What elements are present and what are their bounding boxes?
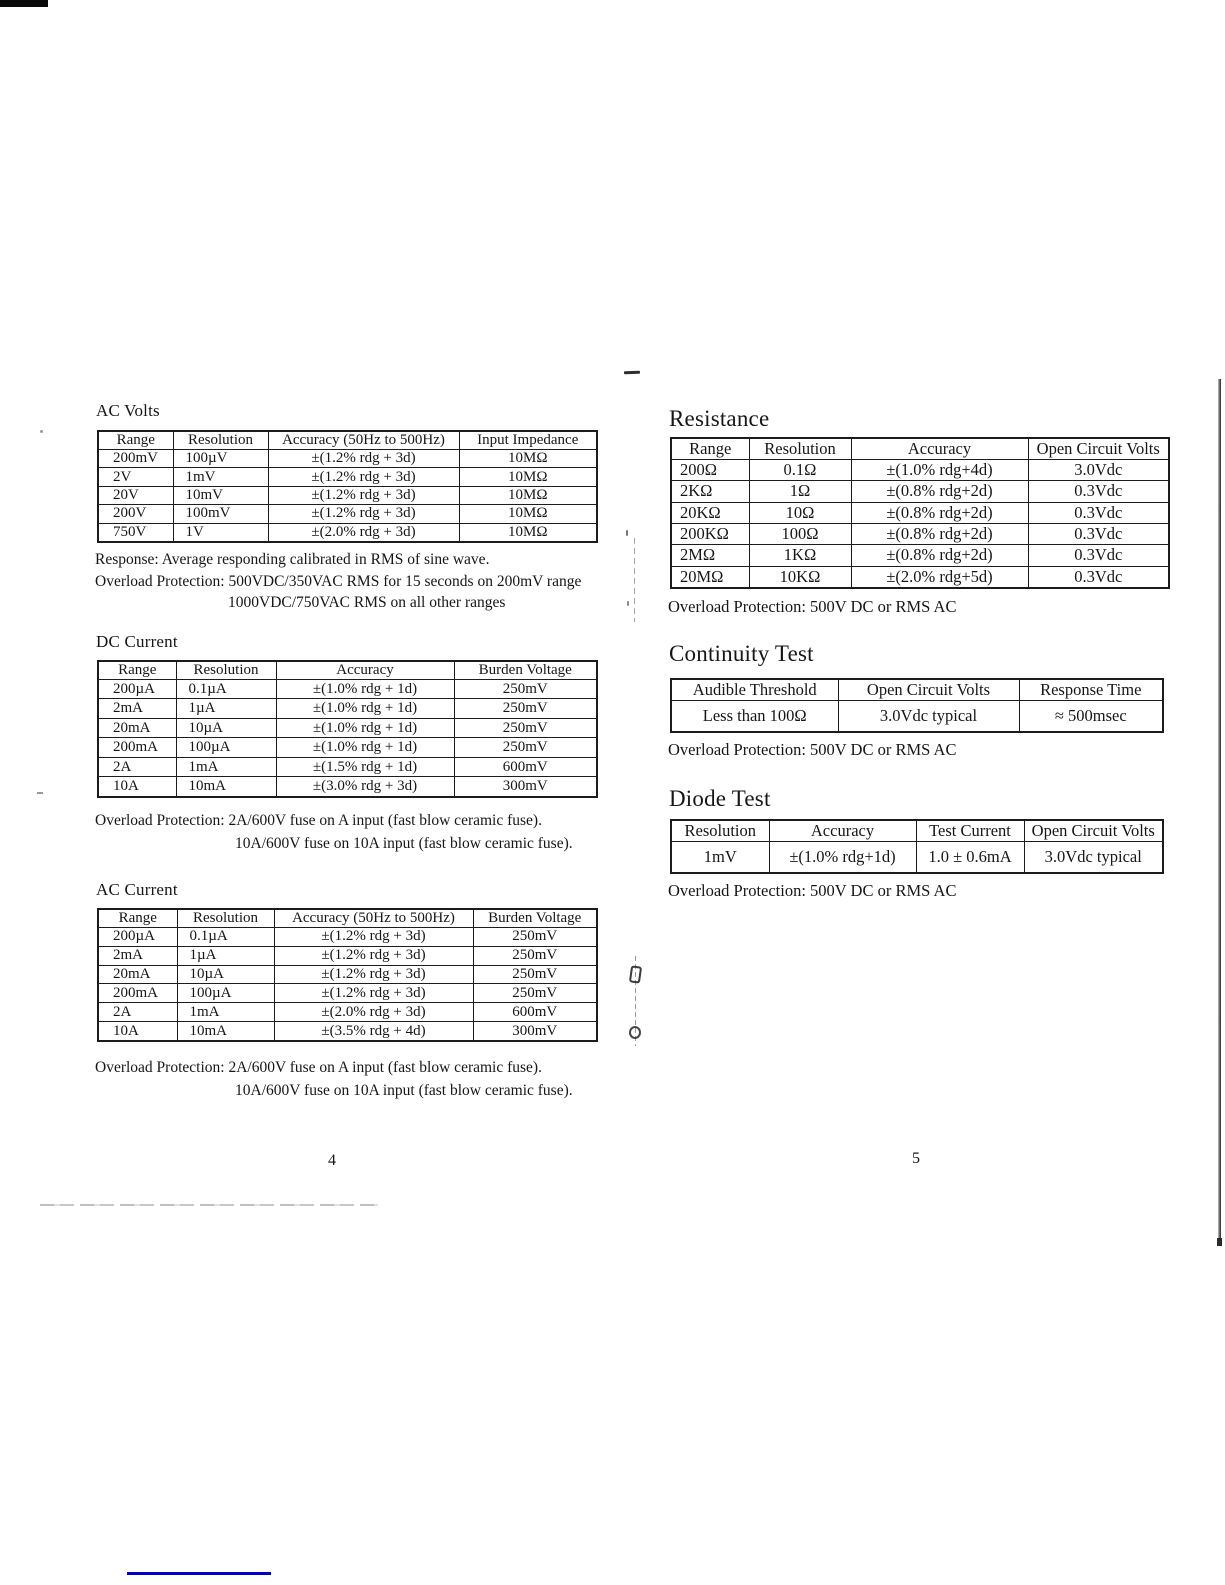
column-header: Resolution [671, 820, 769, 842]
table-cell: 1µA [177, 946, 274, 965]
column-header: Resolution [173, 431, 268, 450]
page-number-right: 5 [912, 1150, 920, 1167]
table-cell: 10MΩ [459, 468, 597, 486]
scan-artifact-ink-blob [629, 965, 642, 983]
scan-artifact-black-bar [0, 0, 48, 7]
table-cell: ±(3.0% rdg + 3d) [276, 777, 454, 797]
table-cell: ±(1.0% rdg+4d) [851, 460, 1028, 481]
table-cell: 250mV [473, 928, 597, 947]
table-cell: 1V [173, 523, 268, 542]
column-header: Range [671, 438, 749, 460]
table-row [98, 1003, 597, 1022]
column-header: Range [98, 661, 176, 680]
section-title-continuity: Continuity Test [669, 641, 814, 666]
table-cell: 10µA [177, 965, 274, 984]
table-row [98, 757, 597, 776]
page-number-left: 4 [328, 1152, 336, 1169]
table-row [671, 566, 1169, 588]
link-underline-artifact [127, 1572, 271, 1575]
table-cell: 2KΩ [671, 481, 749, 502]
column-header: Resolution [177, 909, 274, 928]
table-cell: 2A [98, 1003, 177, 1022]
table-cell: 1mV [173, 468, 268, 486]
table-cell: ±(0.8% rdg+2d) [851, 523, 1028, 544]
table-cell: 200mA [98, 738, 176, 757]
scan-artifact-page-edge-line [1218, 379, 1221, 1245]
table-cell: ±(1.0% rdg + 1d) [276, 680, 454, 699]
column-header: Audible Threshold [671, 679, 838, 701]
table-cell: 250mV [454, 738, 597, 757]
table-cell: 10MΩ [459, 505, 597, 523]
table-cell: ±(1.0% rdg + 1d) [276, 718, 454, 737]
table-cell: 1Ω [749, 481, 851, 502]
column-header: Input Impedance [459, 431, 597, 450]
column-header: Open Circuit Volts [838, 679, 1019, 701]
section-title-resistance: Resistance [669, 406, 770, 431]
table-cell: 10Ω [749, 502, 851, 523]
column-header: Resolution [176, 661, 276, 680]
table-cell: 200µA [98, 928, 177, 947]
table-cell: 200V [98, 505, 173, 523]
table-cell: ±(1.2% rdg + 3d) [268, 450, 459, 468]
table-header-row [671, 438, 1169, 460]
table-header-row [98, 661, 597, 680]
table-row [671, 481, 1169, 502]
table-cell: ±(2.0% rdg + 3d) [268, 523, 459, 542]
table-cell: 10MΩ [459, 486, 597, 504]
scan-artifact-speck [626, 530, 628, 536]
table-row [98, 928, 597, 947]
table-cell: ±(1.5% rdg + 1d) [276, 757, 454, 776]
table-row [98, 699, 597, 718]
table-row [671, 701, 1163, 733]
table-cell: 0.3Vdc [1028, 481, 1169, 502]
overload-note-line2: 10A/600V fuse on 10A input (fast blow ceramic fuse). [235, 1081, 573, 1099]
table-cell: 10µA [176, 718, 276, 737]
table-cell: 10mA [176, 777, 276, 797]
table-row [98, 738, 597, 757]
overload-note-line1: Overload Protection: 2A/600V fuse on A input (fast blow ceramic fuse). [95, 812, 542, 829]
column-header: Response Time [1019, 679, 1163, 701]
table-cell: 0.3Vdc [1028, 545, 1169, 566]
table-row [98, 523, 597, 542]
table-cell: 750V [98, 523, 173, 542]
dc-current-table [97, 660, 598, 798]
table-cell: 1mA [176, 757, 276, 776]
column-header: Test Current [916, 820, 1024, 842]
column-header: Range [98, 909, 177, 928]
table-cell: 0.3Vdc [1028, 523, 1169, 544]
table-cell: 10MΩ [459, 450, 597, 468]
table-cell: 10mA [177, 1022, 274, 1041]
table-row [98, 486, 597, 504]
table-cell: 3.0Vdc typical [838, 701, 1019, 733]
scan-artifact-speck [627, 601, 629, 606]
table-row [98, 450, 597, 468]
table-cell: ±(1.2% rdg + 3d) [268, 468, 459, 486]
table-cell: 0.3Vdc [1028, 566, 1169, 588]
table-cell: 0.3Vdc [1028, 502, 1169, 523]
table-cell: 2mA [98, 946, 177, 965]
table-cell: 20mA [98, 718, 176, 737]
table-cell: 600mV [473, 1003, 597, 1022]
diode-table [670, 819, 1164, 874]
table-cell: 250mV [473, 965, 597, 984]
ac-volts-notes [95, 549, 655, 614]
continuity-table [670, 678, 1164, 733]
scan-artifact-speck [37, 792, 43, 794]
column-header: Accuracy (50Hz to 500Hz) [268, 431, 459, 450]
table-cell: 20V [98, 486, 173, 504]
table-cell: 10A [98, 777, 176, 797]
table-row [98, 946, 597, 965]
table-cell: 20mA [98, 965, 177, 984]
table-cell: ±(1.0% rdg + 1d) [276, 738, 454, 757]
column-header: Range [98, 431, 173, 450]
table-row [671, 545, 1169, 566]
ac-current-notes [95, 1057, 655, 1102]
overload-note-line2: 1000VDC/750VAC RMS on all other ranges [228, 594, 506, 611]
table-row [98, 965, 597, 984]
table-cell: 250mV [473, 984, 597, 1003]
table-cell: 2MΩ [671, 545, 749, 566]
table-cell: 250mV [454, 680, 597, 699]
overload-note-line1: Overload Protection: 2A/600V fuse on A input (fast blow ceramic fuse). [95, 1059, 542, 1076]
column-header: Accuracy [276, 661, 454, 680]
table-cell: 100Ω [749, 523, 851, 544]
table-row [671, 842, 1163, 874]
table-cell: 10mV [173, 486, 268, 504]
column-header: Resolution [749, 438, 851, 460]
table-cell: ±(2.0% rdg + 3d) [274, 1003, 473, 1022]
scan-artifact-ink-ring [629, 1026, 641, 1039]
table-cell: 1mV [671, 842, 769, 874]
table-cell: ±(0.8% rdg+2d) [851, 481, 1028, 502]
table-cell: ±(1.2% rdg + 3d) [274, 984, 473, 1003]
overload-note-line2: 10A/600V fuse on 10A input (fast blow ceramic fuse). [235, 834, 573, 852]
ac-volts-table [97, 430, 598, 543]
table-cell: 200Ω [671, 460, 749, 481]
table-row [98, 505, 597, 523]
table-cell: 0.1µA [176, 680, 276, 699]
ac-current-table [97, 908, 598, 1042]
table-row [98, 777, 597, 797]
table-header-row [98, 909, 597, 928]
table-cell: 2A [98, 757, 176, 776]
continuity-overload-note: Overload Protection: 500V DC or RMS AC [668, 740, 957, 759]
table-cell: 1KΩ [749, 545, 851, 566]
scan-artifact-crease-upper [634, 538, 635, 622]
table-cell: 0.1µA [177, 928, 274, 947]
table-cell: 0.1Ω [749, 460, 851, 481]
response-note: Response: Average responding calibrated in RMS of sine wave. [95, 551, 490, 568]
table-cell: ±(1.2% rdg + 3d) [274, 946, 473, 965]
resistance-overload-note: Overload Protection: 500V DC or RMS AC [668, 597, 957, 616]
table-cell: 2mA [98, 699, 176, 718]
table-cell: 100µA [177, 984, 274, 1003]
section-title-ac-volts: AC Volts [96, 401, 160, 420]
table-row [98, 1022, 597, 1041]
section-title-dc-current: DC Current [96, 632, 178, 651]
column-header: Accuracy (50Hz to 500Hz) [274, 909, 473, 928]
table-cell: 3.0Vdc [1028, 460, 1169, 481]
table-cell: 10A [98, 1022, 177, 1041]
table-cell: 100µA [176, 738, 276, 757]
table-cell: ±(1.0% rdg+1d) [769, 842, 916, 874]
table-row [98, 468, 597, 486]
scan-artifact-fold-line [40, 1204, 378, 1206]
table-cell: ±(1.2% rdg + 3d) [268, 486, 459, 504]
table-cell: ±(1.0% rdg + 1d) [276, 699, 454, 718]
table-cell: 200mV [98, 450, 173, 468]
table-cell: 100µV [173, 450, 268, 468]
table-cell: ±(2.0% rdg+5d) [851, 566, 1028, 588]
table-header-row [98, 431, 597, 450]
table-cell: ±(3.5% rdg + 4d) [274, 1022, 473, 1041]
column-header: Open Circuit Volts [1024, 820, 1163, 842]
scan-artifact-speck [40, 430, 43, 433]
table-cell: 250mV [454, 699, 597, 718]
section-title-ac-current: AC Current [96, 880, 178, 899]
table-cell: 600mV [454, 757, 597, 776]
table-cell: 1.0 ± 0.6mA [916, 842, 1024, 874]
table-row [98, 680, 597, 699]
column-header: Accuracy [769, 820, 916, 842]
scan-artifact-gutter-dash [624, 371, 640, 375]
dc-current-notes [95, 810, 655, 855]
table-cell: ±(1.2% rdg + 3d) [268, 505, 459, 523]
table-cell: 200µA [98, 680, 176, 699]
table-cell: 300mV [473, 1022, 597, 1041]
table-header-row [671, 679, 1163, 701]
table-cell: 300mV [454, 777, 597, 797]
scan-artifact-page-edge-tip [1217, 1238, 1222, 1246]
table-cell: Less than 100Ω [671, 701, 838, 733]
column-header: Open Circuit Volts [1028, 438, 1169, 460]
table-cell: 1mA [177, 1003, 274, 1022]
table-cell: ±(1.2% rdg + 3d) [274, 928, 473, 947]
table-cell: 10KΩ [749, 566, 851, 588]
table-cell: 250mV [473, 946, 597, 965]
table-header-row [671, 820, 1163, 842]
table-cell: 100mV [173, 505, 268, 523]
diode-overload-note: Overload Protection: 500V DC or RMS AC [668, 881, 957, 900]
table-cell: 2V [98, 468, 173, 486]
section-title-diode: Diode Test [669, 786, 771, 811]
table-cell: ±(0.8% rdg+2d) [851, 545, 1028, 566]
table-cell: 3.0Vdc typical [1024, 842, 1163, 874]
table-cell: 20KΩ [671, 502, 749, 523]
table-cell: ±(0.8% rdg+2d) [851, 502, 1028, 523]
table-row [671, 502, 1169, 523]
table-row [98, 718, 597, 737]
table-row [98, 984, 597, 1003]
table-row [671, 523, 1169, 544]
table-cell: 200KΩ [671, 523, 749, 544]
table-cell: 200mA [98, 984, 177, 1003]
table-cell: 1µA [176, 699, 276, 718]
table-cell: 10MΩ [459, 523, 597, 542]
column-header: Accuracy [851, 438, 1028, 460]
table-cell: 250mV [454, 718, 597, 737]
overload-note-line1: Overload Protection: 500VDC/350VAC RMS for 15 seconds on 200mV range [95, 572, 582, 590]
table-cell: ±(1.2% rdg + 3d) [274, 965, 473, 984]
column-header: Burden Voltage [473, 909, 597, 928]
table-row [671, 460, 1169, 481]
resistance-table [670, 437, 1170, 589]
table-cell: 20MΩ [671, 566, 749, 588]
column-header: Burden Voltage [454, 661, 597, 680]
table-cell: ≈ 500msec [1019, 701, 1163, 733]
